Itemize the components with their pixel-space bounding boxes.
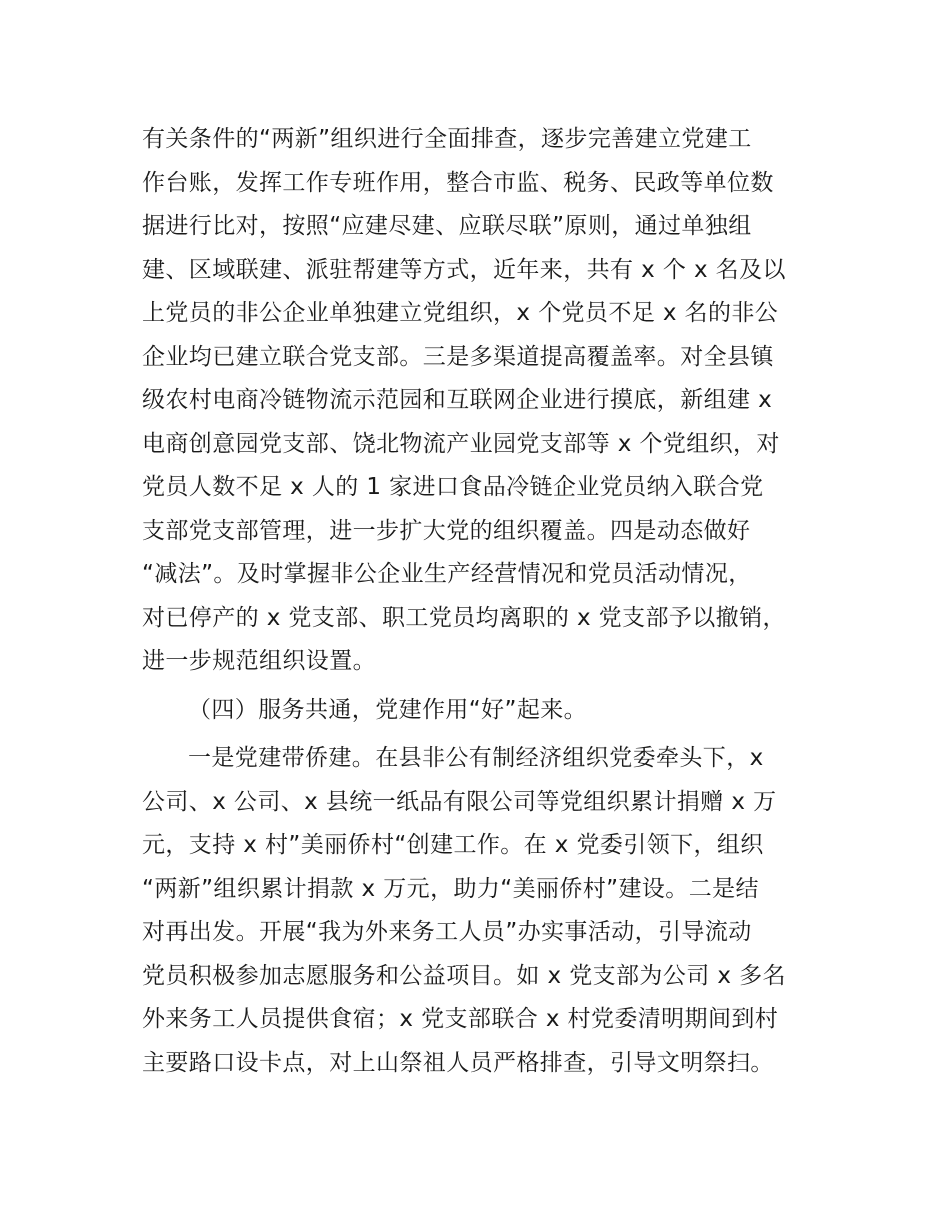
text-line: 据进行比对，按照“应建尽建、应联尽联”原则，通过单独组 — [142, 213, 752, 239]
text-line: 对再出发。开展“我为外来务工人员”办实事活动，引导流动 — [142, 919, 752, 945]
text-line: 有关条件的“两新”组织进行全面排查，逐步完善建立党建工 — [142, 126, 752, 152]
paragraph-service-sharing — [142, 737, 812, 1085]
text-line: 党员积极参加志愿服务和公益项目。如 x 党支部为公司 x 多名 — [142, 962, 786, 989]
text-line: 公司、x 公司、x 县统一纸品有限公司等党组织累计捐赠 x 万 — [142, 788, 777, 815]
text-line: 建、区域联建、派驻帮建等方式，近年来，共有 x 个 x 名及以 — [142, 256, 786, 283]
text-line: 上党员的非公企业单独建立党组织，x 个党员不足 x 名的非公 — [142, 300, 779, 326]
paragraph-party-building-coverage — [142, 118, 812, 684]
text-line: 外来务工人员提供食宿；x 党支部联合 x 村党委清明期间到村 — [142, 1006, 779, 1032]
text-line: 支部党支部管理，进一步扩大党的组织覆盖。四是动态做好 — [142, 517, 751, 544]
text-line: 级农村电商冷链物流示范园和互联网企业进行摸底，新组建 x — [142, 387, 773, 413]
text-line: 一是党建带侨建。在县非公有制经济组织党委牵头下，x — [188, 745, 764, 771]
document-page — [142, 118, 812, 1085]
section-heading: （四）服务共通，党建作用“好”起来。 — [188, 696, 588, 723]
text-line: “减法”。及时掌握非公企业生产经营情况和党员活动情况， — [142, 561, 752, 587]
text-line: “两新”组织累计捐款 x 万元，助力“美丽侨村”建设。二是结 — [142, 875, 759, 902]
text-line: 对已停产的 x 党支部、职工党员均离职的 x 党支部予以撤销， — [142, 604, 786, 631]
text-line: 党员人数不足 x 人的 1 家进口食品冷链企业党员纳入联合党 — [142, 474, 764, 500]
text-line: 作台账，发挥工作专班作用，整合市监、税务、民政等单位数 — [142, 169, 774, 196]
text-line: 电商创意园党支部、饶北物流产业园党支部等 x 个党组织，对 — [142, 430, 780, 457]
text-line: 进一步规范组织设置。 — [142, 648, 376, 674]
text-line: 主要路口设卡点，对上山祭祖人员严格排查，引导文明祭扫。 — [142, 1049, 774, 1076]
text-line: 企业均已建立联合党支部。三是多渠道提高覆盖率。对全县镇 — [142, 343, 774, 370]
text-line: 元，支持 x 村”美丽侨村“创建工作。在 x 党委引领下，组织 — [142, 832, 764, 858]
